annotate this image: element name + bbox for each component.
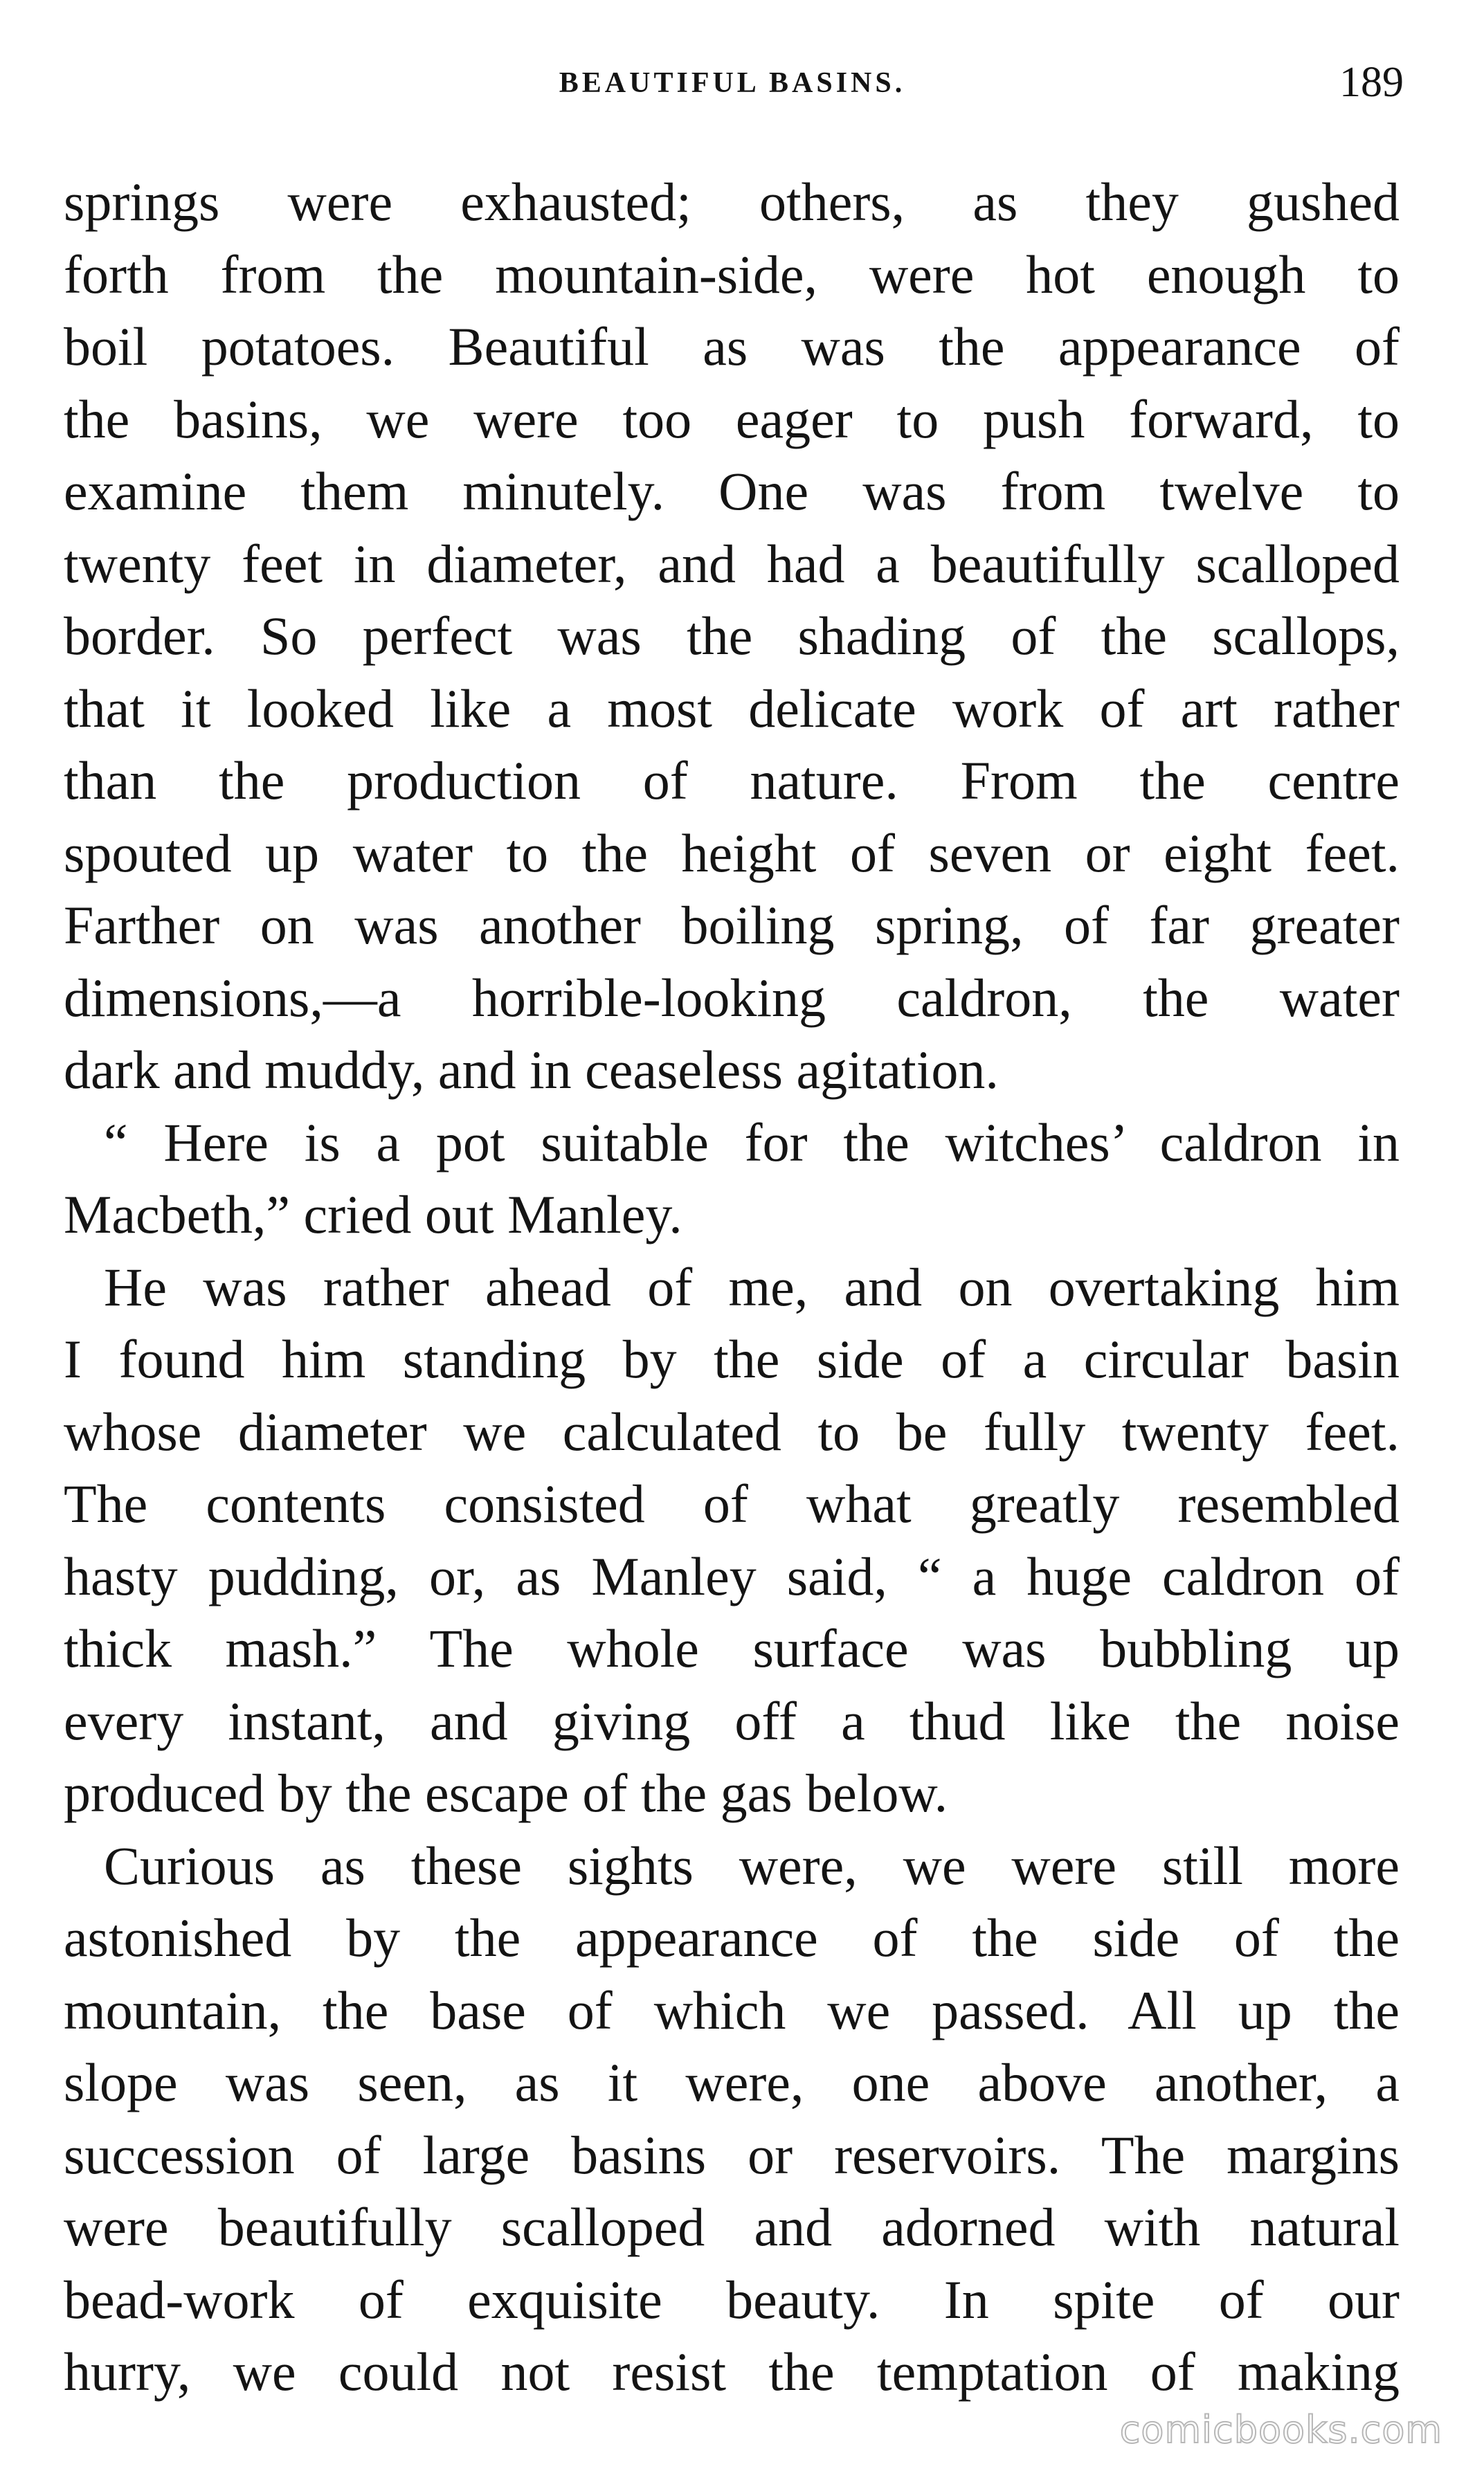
page-number: 189 (1339, 59, 1404, 106)
body-text (64, 166, 1400, 2409)
text-line: The contents consisted of what greatly resembled (64, 1474, 1400, 1534)
watermark: comicbooks.com (1119, 2408, 1442, 2452)
text-line: boil potatoes. Beautiful as was the appearance of (64, 316, 1400, 377)
text-line: examine them minutely. One was from twelve to (64, 461, 1400, 521)
text-line: the basins, we were too eager to push forward, to (64, 388, 1400, 449)
text-line: were beautifully scalloped and adorned with natural (64, 2197, 1400, 2257)
text-line: every instant, and giving off a thud like the noise (64, 1690, 1400, 1751)
text-line: dimensions,—a horrible-looking caldron, the water (64, 967, 1400, 1028)
text-line: hasty pudding, or, as Manley said, “ a huge caldron of (64, 1546, 1400, 1606)
text-line: bead-work of exquisite beauty. In spite of our (64, 2269, 1400, 2330)
running-title: BEAUTIFUL BASINS. (559, 67, 906, 99)
text-line: mountain, the base of which we passed. All up the (64, 1980, 1400, 2040)
text-line: Farther on was another boiling spring, of far greater (64, 895, 1400, 955)
text-line: hurry, we could not resist the temptation of making (64, 2341, 1400, 2402)
text-line: Macbeth,” cried out Manley. (64, 1184, 682, 1244)
text-line: I found him standing by the side of a circular basin (64, 1329, 1400, 1389)
text-line: succession of large basins or reservoirs. The margins (64, 2124, 1400, 2185)
text-line: whose diameter we calculated to be fully twenty feet. (64, 1401, 1400, 1462)
text-line: Curious as these sights were, we were still more (104, 1835, 1400, 1896)
text-line: spouted up water to the height of seven or eight feet. (64, 822, 1400, 883)
text-line: astonished by the appearance of the side of the (64, 1908, 1400, 1968)
text-line: produced by the escape of the gas below. (64, 1763, 948, 1823)
running-head (61, 59, 1404, 119)
text-line: that it looked like a most delicate work of art rather (64, 678, 1400, 739)
text-line: forth from the mountain-side, were hot enough to (64, 244, 1400, 305)
text-line: He was rather ahead of me, and on overtaking him (104, 1256, 1400, 1317)
text-line: springs were exhausted; others, as they gushed (64, 172, 1400, 232)
text-line: “ Here is a pot suitable for the witches’ caldron in (104, 1112, 1400, 1172)
text-line: slope was seen, as it were, one above another, a (64, 2052, 1400, 2112)
text-line: than the production of nature. From the centre (64, 750, 1400, 810)
text-line: border. So perfect was the shading of the scallops, (64, 606, 1400, 666)
text-line: thick mash.” The whole surface was bubbling up (64, 1618, 1400, 1678)
text-line: twenty feet in diameter, and had a beautifully scalloped (64, 533, 1400, 594)
text-line: dark and muddy, and in ceaseless agitation. (64, 1040, 999, 1100)
